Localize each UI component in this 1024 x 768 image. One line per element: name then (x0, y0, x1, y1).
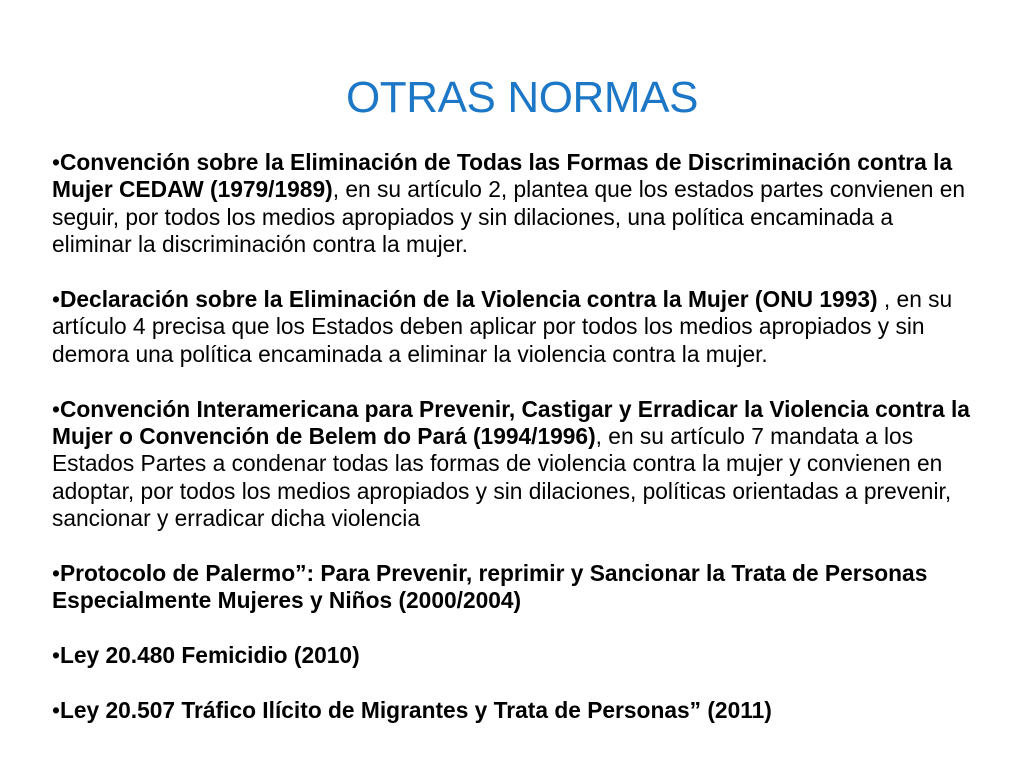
norm-title: Protocolo de Palermo”: Para Prevenir, reprimir y Sancionar la Trata de Personas Especialmente Mujeres y Niños (2000/2004) (52, 560, 928, 614)
norm-item-onu-1993 (52, 286, 1007, 368)
norm-item-ley-20480 (52, 642, 1007, 669)
norm-title: Ley 20.480 Femicidio (2010) (59, 642, 360, 669)
bullet-icon: • (52, 395, 60, 422)
norm-title: Declaración sobre la Eliminación de la Violencia contra la Mujer (ONU 1993) (59, 286, 878, 313)
bullet-icon: • (52, 560, 60, 587)
norm-title: Convención Interamericana para Prevenir, Castigar y Erradicar la Violencia contra la Mujer o Convención de Belem do Pará (1994/1996) (52, 395, 970, 450)
bullet-icon: • (52, 697, 60, 724)
norm-item-cedaw (52, 149, 1007, 259)
bullet-icon: • (52, 642, 60, 669)
norm-description: , en su artículo 4 precisa que los Estados deben aplicar por todos los medios apropiados y sin demora una política encaminada a eliminar la violencia contra la mujer. (52, 286, 953, 367)
norm-title: Ley 20.507 Tráfico Ilícito de Migrantes y Trata de Personas” (2011) (59, 697, 772, 724)
slide-title: OTRAS NORMAS (345, 73, 699, 122)
norm-item-protocolo-palermo (52, 560, 1007, 615)
norm-title: Convención sobre la Eliminación de Todas las Formas de Discriminación contra la Mujer CEDAW (1979/1989) (52, 149, 953, 203)
norm-item-belem-do-para (52, 396, 1007, 533)
bullet-icon: • (52, 149, 60, 175)
slide-body (52, 149, 1007, 752)
bullet-icon: • (52, 286, 60, 313)
norm-description: , en su artículo 7 mandata a los Estados Partes a condenar todas las formas de violencia contra la mujer y convienen en adoptar, por todos los medios apropiados y sin dilaciones, políticas orientadas a prevenir, sancionar y erradicar dicha violencia (52, 423, 952, 532)
norm-description: , en su artículo 2, plantea que los estados partes convienen en seguir, por todos los medios apropiados y sin dilaciones, una política encaminada a eliminar la discriminación contra la mujer. (52, 176, 966, 258)
norm-item-ley-20507 (52, 697, 1007, 724)
